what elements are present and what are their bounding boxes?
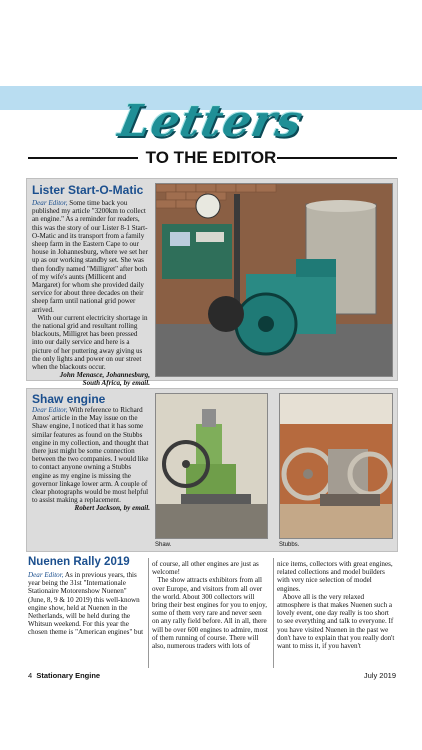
salutation: Dear Editor, [28, 571, 64, 579]
photo-caption-stubbs: Stubbs. [279, 542, 300, 548]
lister-engine-illustration [156, 184, 393, 377]
lister-engine-photo [155, 183, 393, 377]
column-divider [148, 558, 149, 668]
paragraph: With reference to Richard Amos' article in the May issue on the Shaw engine, I noticed that it has some similar features as found on the Stubbs engine in my collection, and thought that there just might be some connection between the two companies. I would like to contact anyone owning a Stubbs engine as my engine is missing the governor linkage lower arm. A couple of clear photographs would be most helpful to assist making a replacement. [32, 406, 149, 505]
article-column-3 [277, 560, 395, 650]
article-column-2 [152, 560, 270, 650]
page-footer [28, 671, 396, 683]
paragraph: nice items, collectors with great engines, related collections and model builders with very nice selection of model engines. [277, 560, 393, 593]
signature-line: Robert Jackson, by email. [74, 504, 150, 513]
subtitle: TO THE EDITOR [145, 148, 277, 167]
column-divider [273, 558, 274, 668]
footer-left [28, 671, 100, 680]
letters-script-title: Letters [114, 96, 308, 147]
paragraph: With our current electricity shortage in the national grid and resultant rolling blackouts, Milligret has been pressed into our daily service and here is a picture of her puttering away giving us the only lights and power on our street when the blackouts occur. [32, 313, 148, 372]
shaw-engine-photo [155, 393, 268, 539]
paragraph: Some time back you published my article "3200km to collect an engine." As a reminder for readers, this was the story of our Lister 8-1 Start-O-Matic and its transport from a family sheep farm in the Eastern Cape to our house in Johannesburg, where we set her up as our working standby set. She was then fondly named "Milligret" after both of my wife's aunts (Millicent and Margaret) for whom she provided daily service for about three decades on their sheep farm until national grid power arrived. [32, 199, 148, 314]
masthead [0, 96, 422, 166]
shaw-engine-illustration [156, 394, 268, 539]
letter-body-shaw [32, 406, 150, 513]
photo-caption-shaw: Shaw. [155, 542, 172, 548]
issue-date: July 2019 [363, 671, 396, 680]
letter-panel-shaw [26, 388, 398, 552]
paragraph: Above all is the very relaxed atmosphere is that makes Nuenen such a lovely event, one day really is too short to see everything and talk to everyone. If you have visited Nuenen in the past we don't have to explain that you really don't want to miss it, if you haven't [277, 592, 395, 651]
letter-panel-lister [26, 178, 398, 388]
signature-line: John Menasce, Johannesburg, [59, 371, 150, 380]
subtitle-rule-right [277, 157, 397, 159]
signature-line: South Africa, by email. [82, 379, 150, 388]
paragraph: of course, all other engines are just as welcome! [152, 560, 259, 577]
subtitle-row [0, 148, 422, 166]
salutation: Dear Editor, [32, 406, 68, 414]
stubbs-engine-illustration [280, 394, 393, 539]
letter-body-lister [32, 199, 150, 388]
article-column-1 [28, 571, 144, 637]
letter-heading-shaw: Shaw engine [32, 392, 106, 406]
salutation: Dear Editor, [32, 199, 68, 207]
page-number: 4 [28, 671, 33, 680]
article-heading-nuenen: Nuenen Rally 2019 [28, 556, 130, 568]
paragraph: The show attracts exhibitors from all over Europe, and visitors from all over the world. About 300 collectors will bring their best engines for you to enjoy, some of them very rare and never seen on any rally field before. All in all, there will be over 600 engines to admire, most of them running of course. There will also, numerous traders with lots of [152, 576, 268, 651]
stubbs-engine-photo [279, 393, 393, 539]
letter-heading-lister: Lister Start-O-Matic [32, 183, 144, 197]
magazine-name: Stationary Engine [36, 671, 101, 680]
paragraph: As in previous years, this year being the 31st "Internationale Stationaire Motorenshow Nuenen" (June, 8, 9 & 10 2019) this well-known engine show, held at Nuenen in the Netherlands, will be held during the Whitsun weekend. For this year the chosen theme is "American engines" but [28, 571, 144, 637]
